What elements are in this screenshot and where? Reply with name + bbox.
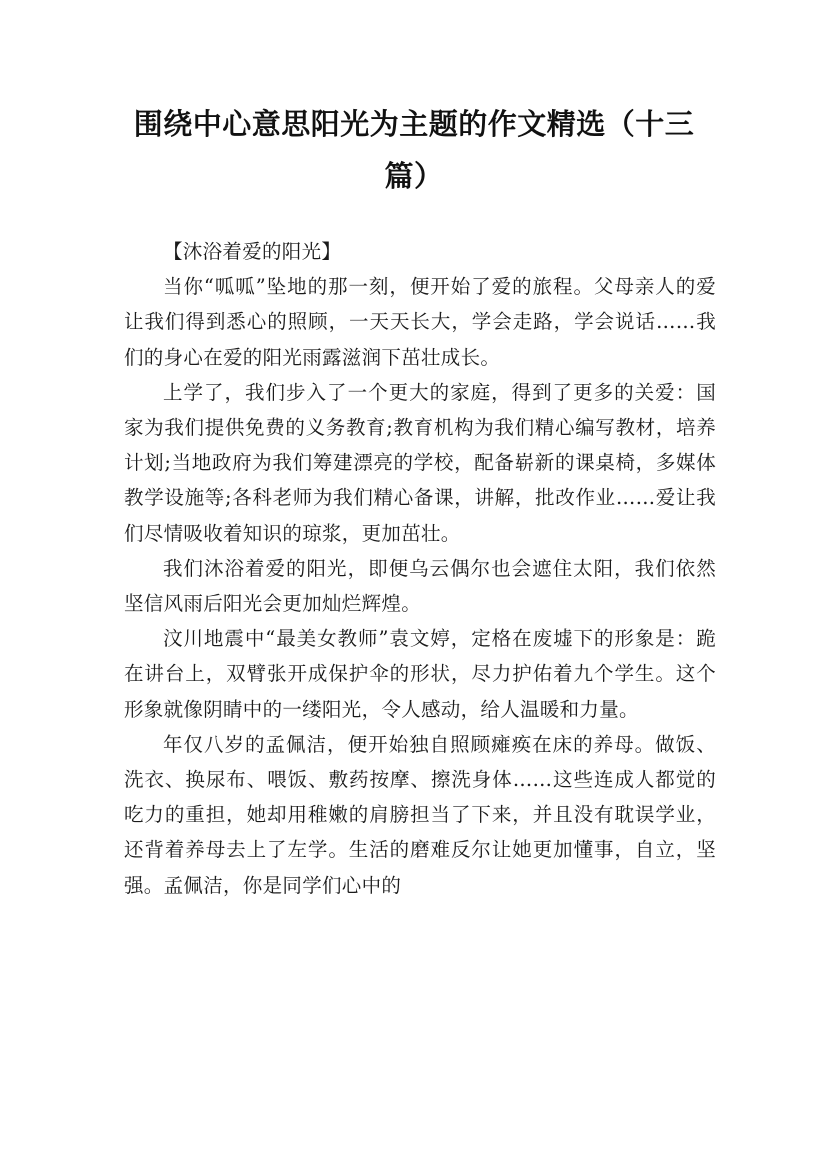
paragraph: 上学了，我们步入了一个更大的家庭，得到了更多的关爱：国家为我们提供免费的义务教育;教育机构为我们精心编写教材，培养计划;当地政府为我们筹建漂亮的学校，配备崭新的课桌椅，多媒体教学设施等;各科老师为我们精心备课，讲解，批改作业……爱让我们尽情吸收着知识的琼浆，更加茁壮。: [124, 380, 716, 545]
paragraph: 当你“呱呱”坠地的那一刻，便开始了爱的旅程。父母亲人的爱让我们得到悉心的照顾，一天天长大，学会走路，学会说话……我们的身心在爱的阳光雨露滋润下茁壮成长。: [124, 275, 716, 369]
paragraph: 我们沐浴着爱的阳光，即便乌云偶尔也会遮住太阳，我们依然坚信风雨后阳光会更加灿烂辉煌。: [124, 556, 716, 616]
document-title: 围绕中心意思阳光为主题的作文精选（十三篇）: [133, 107, 695, 193]
section-heading: 【沐浴着爱的阳光】: [163, 240, 342, 263]
paragraph: 年仅八岁的孟佩洁，便开始独自照顾瘫痪在床的养母。做饭、洗衣、换尿布、喂饭、敷药按摩、擦洗身体……这些连成人都觉的吃力的重担，她却用稚嫩的肩膀担当了下来，并且没有耽误学业，还背着养母去上了左学。生活的磨难反尔让她更加懂事，自立，坚强。孟佩洁，你是同学们心中的: [124, 732, 716, 897]
paragraph: 汶川地震中“最美女教师”袁文婷，定格在废墟下的形象是：跪在讲台上，双臂张开成保护伞的形状，尽力护佑着九个学生。这个形象就像阴睛中的一缕阳光，令人感动，给人温暖和力量。: [124, 627, 716, 721]
document-body: [124, 234, 716, 903]
